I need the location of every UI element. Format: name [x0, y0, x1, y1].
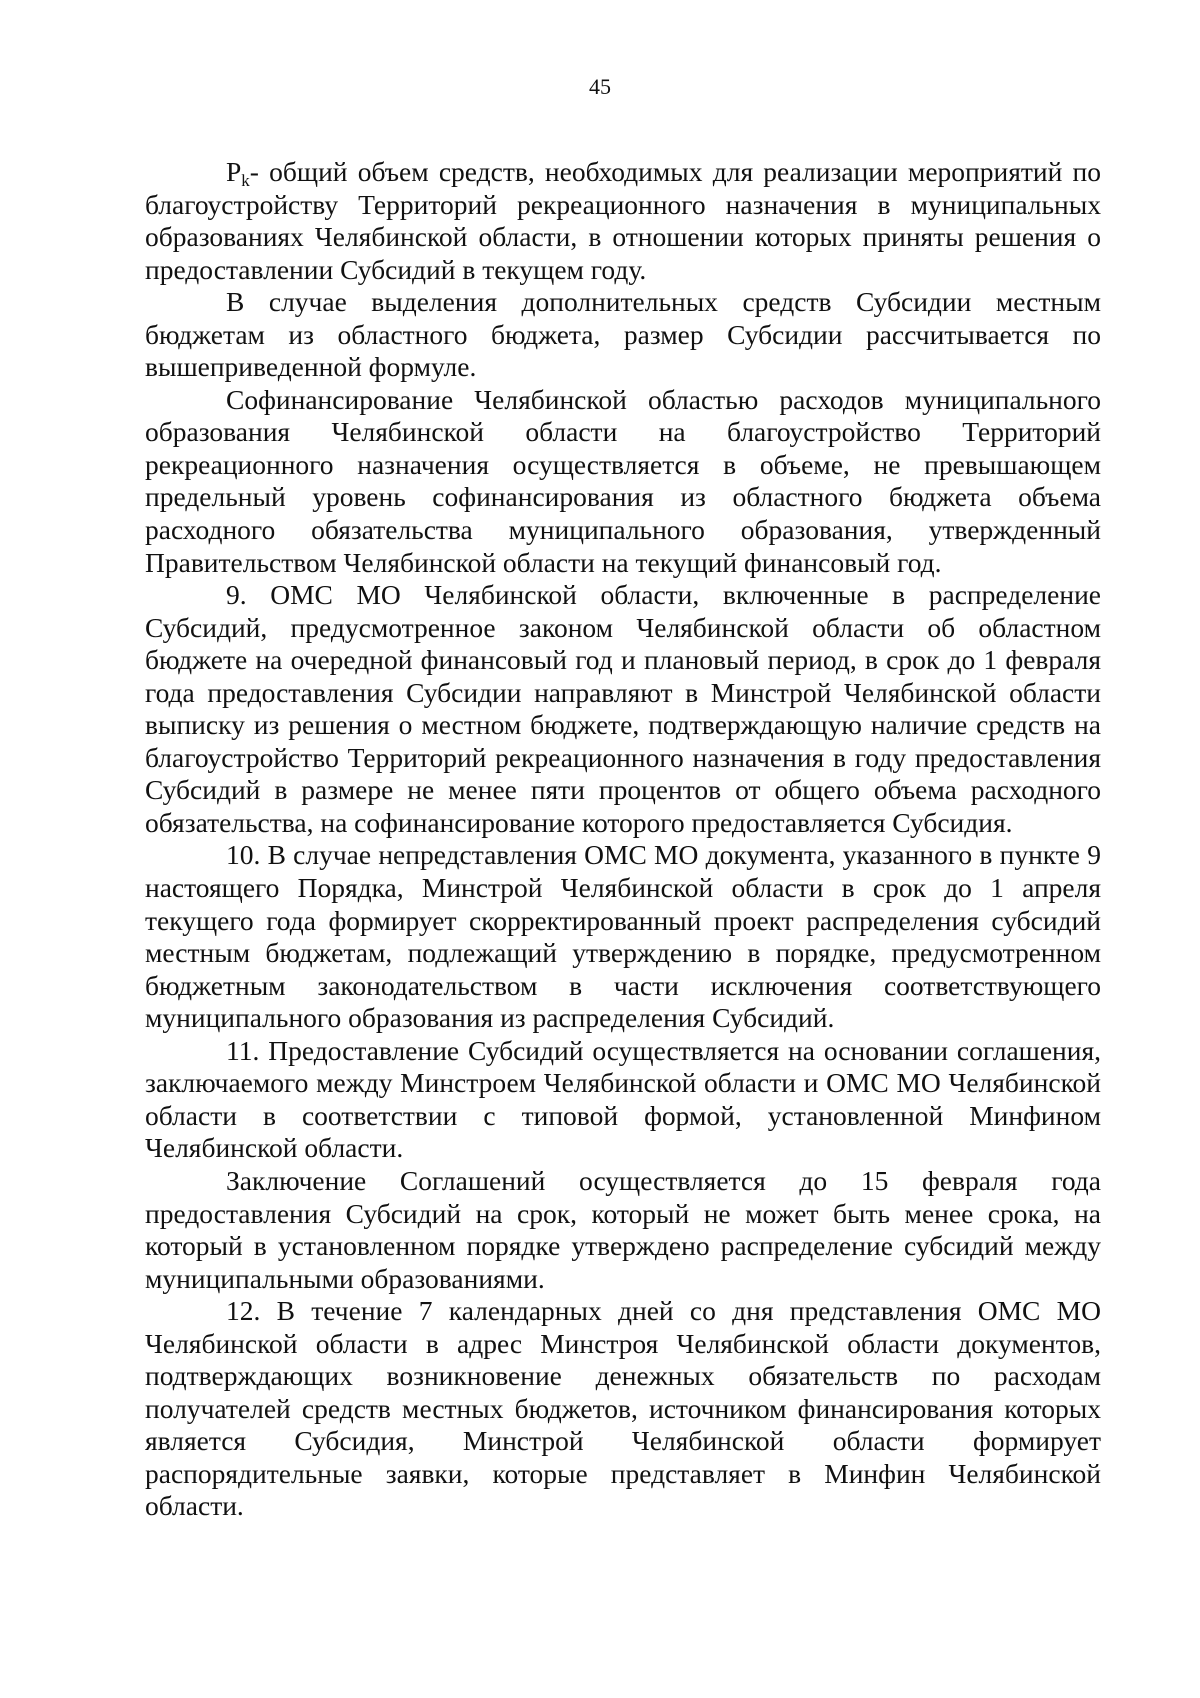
paragraph-item-11: 11. Предоставление Субсидий осуществляется на основании соглашения, заключаемого между Минстроем Челябинской области и ОМС МО Челябинской области в соответствии с типовой формой, установленной Минфином Челябинской области.: [145, 1034, 1101, 1164]
paragraph: В случае выделения дополнительных средств Субсидии местным бюджетам из областного бюджета, размер Субсидии рассчитывается по вышеприведенной формуле.: [145, 286, 1101, 383]
page-number: 45: [589, 74, 611, 99]
formula-variable-subscript: k: [241, 171, 250, 190]
paragraph-item-12: 12. В течение 7 календарных дней со дня представления ОМС МО Челябинской области в адрес Минстроя Челябинской области документов, подтверждающих возникновение денежных обязательств по расходам получателей средств местных бюджетов, источником финансирования которых является Субсидия, Минстрой Челябинской области формирует распорядительные заявки, которые представляет в Минфин Челябинской области.: [145, 1295, 1101, 1522]
document-body: [145, 156, 1101, 1523]
paragraph-pk-definition: [145, 156, 1101, 286]
paragraph: Софинансирование Челябинской областью расходов муниципального образования Челябинской области на благоустройство Территорий рекреационного назначения осуществляется в объеме, не превышающем предельный уровень софинансирования из областного бюджета объема расходного обязательства муниципального образования, утвержденный Правительством Челябинской области на текущий финансовый год.: [145, 383, 1101, 578]
paragraph: Заключение Соглашений осуществляется до 15 февраля года предоставления Субсидий на срок, который не может быть менее срока, на который в установленном порядке утверждено распределение субсидий между муниципальными образованиями.: [145, 1164, 1101, 1294]
paragraph-item-9: 9. ОМС МО Челябинской области, включенные в распределение Субсидий, предусмотренное законом Челябинской области об областном бюджете на очередной финансовый год и плановый период, в срок до 1 февраля года предоставления Субсидии направляют в Минстрой Челябинской области выписку из решения о местном бюджете, подтверждающую наличие средств на благоустройство Территорий рекреационного назначения в году предоставления Субсидий в размере не менее пяти процентов от общего объема расходного обязательства, на софинансирование которого предоставляется Субсидия.: [145, 579, 1101, 838]
paragraph-item-10: 10. В случае непредставления ОМС МО документа, указанного в пункте 9 настоящего Порядка, Минстрой Челябинской области в срок до 1 апреля текущего года формирует скорректированный проект распределения субсидий местным бюджетам, подлежащий утверждению в порядке, предусмотренном бюджетным законодательством в части исключения соответствующего муниципального образования из распределения Субсидий.: [145, 839, 1101, 1034]
formula-variable: $P_k$: [226, 156, 250, 190]
paragraph-text: - общий объем средств, необходимых для реализации мероприятий по благоустройству Территорий рекреационного назначения в муниципальных образованиях Челябинской области, в отношении которых приняты решения о предоставлении Субсидий в текущем году.: [145, 156, 1101, 285]
